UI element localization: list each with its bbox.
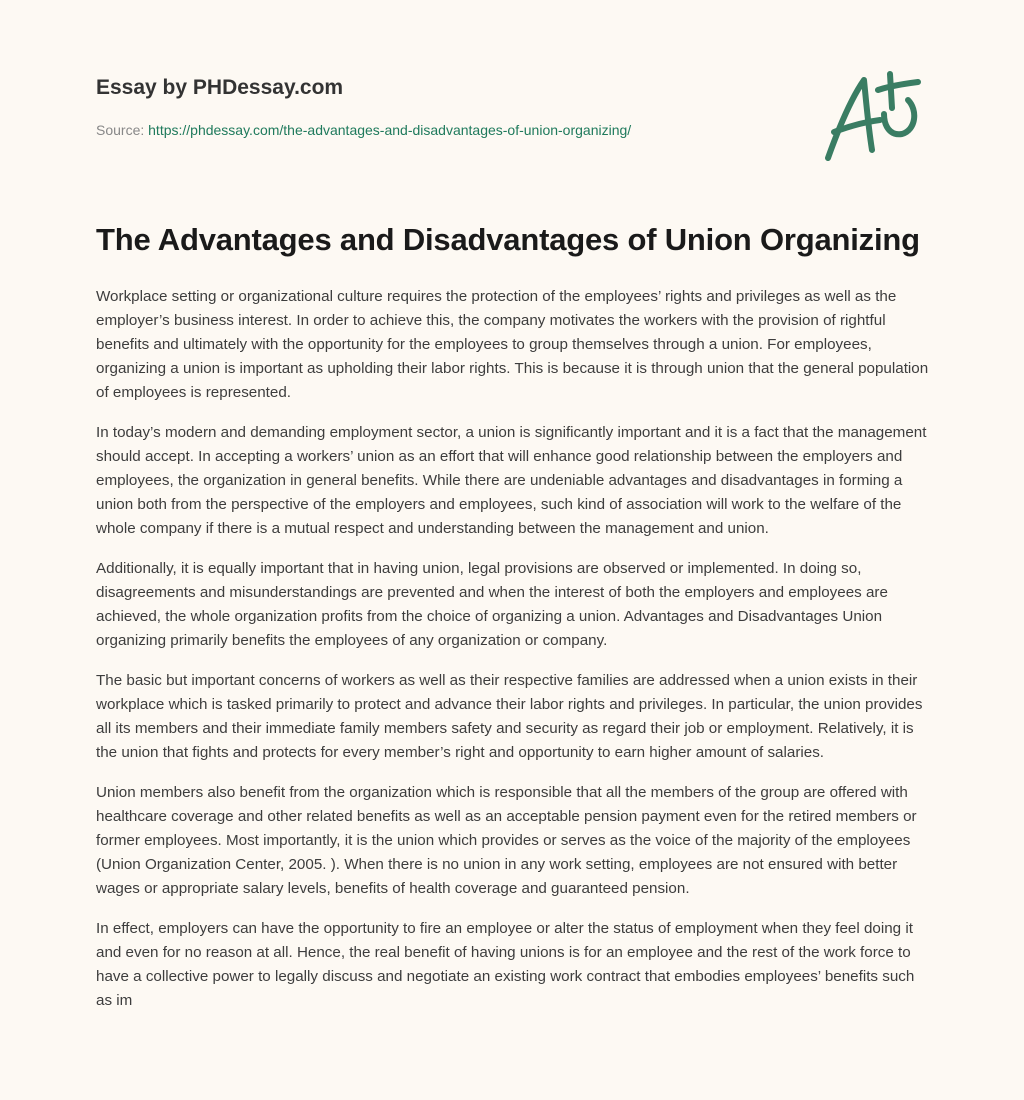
- source-line: [96, 122, 631, 138]
- site-title: Essay by PHDessay.com: [96, 76, 344, 99]
- paragraph: Workplace setting or organizational culture requires the protection of the employees’ rights and privileges as well as the employer’s business interest. In order to achieve this, the company motivates the workers with the provision of rightful benefits and ultimately with the opportunity for the employees to group themselves through a union. For employees, organizing a union is important as upholding their labor rights. This is because it is through union that the general population of employees is represented.: [96, 288, 929, 401]
- paragraph: In effect, employers can have the opportunity to fire an employee or alter the status of employment when they feel doing it and even for no reason at all. Hence, the real benefit of having unions is for an employee and the rest of the work force to have a collective power to legally discuss and negotiate an existing work contract that embodies employees’ benefits such as im: [96, 920, 915, 1009]
- essay-title: The Advantages and Disadvantages of Union Organizing: [96, 222, 920, 257]
- paragraph: Additionally, it is equally important that in having union, legal provisions are observed or implemented. In doing so, disagreements and misunderstandings are prevented and when the interest of both the employers and employees are achieved, the whole organization profits from the choice of organizing a union. Advantages and Disadvantages Union organizing primarily benefits the employees of any organization or company.: [96, 560, 888, 649]
- paragraph: The basic but important concerns of workers as well as their respective families are addressed when a union exists in their workplace which is tasked primarily to protect and advance their labor rights and privileges. In particular, the union provides all its members and their immediate family members safety and security as regard their job or employment. Relatively, it is the union that fights and protects for every member’s right and opportunity to earn higher amount of salaries.: [96, 672, 923, 761]
- essay-header: [96, 76, 631, 138]
- source-label: Source:: [96, 122, 145, 138]
- paragraph: In today’s modern and demanding employment sector, a union is significantly important and it is a fact that the management should accept. In accepting a workers’ union as an effort that will enhance good relationship between the employers and employees, the organization in general benefits. While there are undeniable advantages and disadvantages in forming a union both from the perspective of the employers and employees, such kind of association will work to the welfare of the whole company if there is a mutual respect and understanding between the management and union.: [96, 424, 927, 537]
- paragraph: Union members also benefit from the organization which is responsible that all the members of the group are offered with healthcare coverage and other related benefits as well as an acceptable pension payment even for the retired members or former employees. Most importantly, it is the union which provides or serves as the voice of the majority of the employees (Union Organization Center, 2005. ). When there is no union in any work setting, employees are not ensured with better wages or appropriate salary levels, benefits of health coverage and guaranteed pension.: [96, 784, 917, 897]
- essay-body: [96, 285, 932, 1029]
- source-link[interactable]: https://phdessay.com/the-advantages-and-disadvantages-of-union-organizing/: [148, 122, 632, 138]
- a-plus-logo-icon: [820, 70, 930, 165]
